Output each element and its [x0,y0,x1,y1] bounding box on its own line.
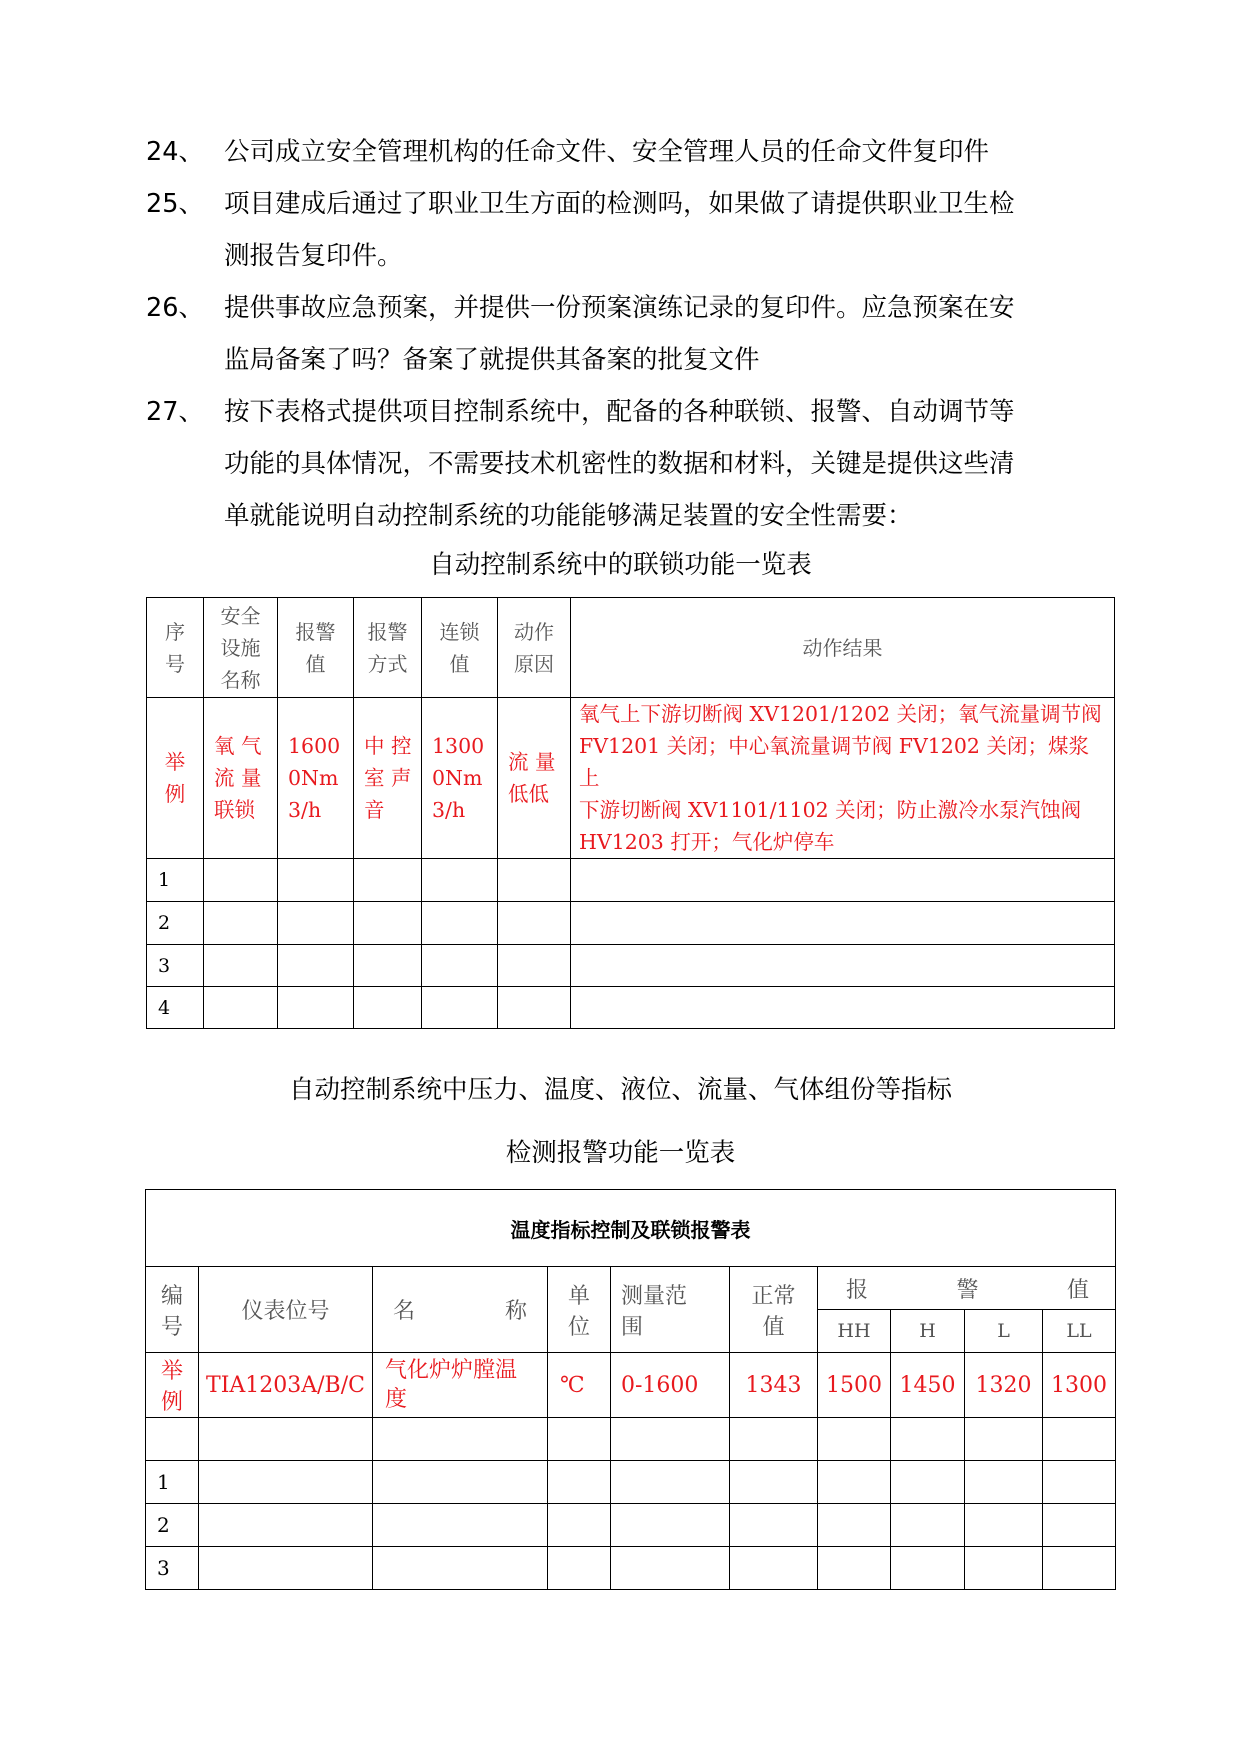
list-item-27 [146,386,1126,542]
header-ll: LL [1043,1310,1116,1353]
item-number: 25、 [146,189,204,219]
cell-facility-name: 氧 气 流 量 联锁 [204,698,278,859]
cell-h: 1450 [891,1353,965,1418]
cell-alarm-mode: 中 控 室 声 音 [354,698,422,859]
table-header-row [146,1267,1116,1310]
temperature-alarm-table [145,1189,1116,1590]
cell-interlock-value: 1300 0Nm 3/h [422,698,498,859]
row-number: 3 [147,945,204,987]
table-row-example [146,1353,1116,1418]
list-item-24 [146,126,1126,178]
row-number: 4 [147,987,204,1029]
header-name: 名 称 [373,1267,548,1353]
header-facility-name: 安全 设施 名称 [204,598,278,698]
cell-l: 1320 [965,1353,1043,1418]
header-alarm: 报 警 值 [818,1267,1116,1310]
header-serial: 序 号 [147,598,204,698]
header-action-result: 动作结果 [571,598,1115,698]
table-row-example [147,698,1115,859]
cell-example-label: 举 例 [147,698,204,859]
cell-alarm-value: 1600 0Nm 3/h [278,698,354,859]
item-number: 27、 [146,397,204,427]
item-text: 公司成立安全管理机构的任命文件、安全管理人员的任命文件复印件 [224,137,990,167]
table-row [147,987,1115,1029]
table-title-row [146,1190,1116,1267]
cell-normal: 1343 [730,1353,818,1418]
item-text: 提供事故应急预案，并提供一份预案演练记录的复印件。应急预案在安 监局备案了吗？备案了就提供其备案的批复文件 [224,293,1015,375]
row-number: 2 [146,1504,199,1547]
table-title: 温度指标控制及联锁报警表 [146,1190,1116,1267]
item-number: 24、 [146,137,204,167]
cell-example-label: 举 例 [146,1353,199,1418]
header-l: L [965,1310,1043,1353]
header-alarm-value: 报警 值 [278,598,354,698]
item-number: 26、 [146,293,204,323]
table-header-row [147,598,1115,698]
table-row [146,1547,1116,1590]
header-range: 测量范 围 [611,1267,730,1353]
cell-hh: 1500 [818,1353,891,1418]
row-number: 2 [147,902,204,945]
cell-action-cause: 流 量 低低 [498,698,571,859]
item-text: 项目建成后通过了职业卫生方面的检测吗，如果做了请提供职业卫生检 测报告复印件。 [224,189,1015,271]
cell-tag: TIA1203A/B/C [199,1353,373,1418]
row-number: 1 [146,1461,199,1504]
header-normal: 正常 值 [730,1267,818,1353]
header-hh: HH [818,1310,891,1353]
cell-name: 气化炉炉膛温 度 [373,1353,548,1418]
table-row [147,902,1115,945]
table-row [146,1461,1116,1504]
cell-range: 0-1600 [611,1353,730,1418]
table2-caption-line1: 自动控制系统中压力、温度、液位、流量、气体组份等指标 [288,1075,952,1105]
table-row [147,859,1115,902]
interlock-table [146,597,1115,1029]
table-row [146,1504,1116,1547]
cell-action-result: 氧气上下游切断阀 XV1201/1202 关闭；氧气流量调节阀 FV1201 关闭；中心氧流量调节阀 FV1202 关闭；煤浆上 下游切断阀 XV1101/1102 关闭；防止激冷水泵汽蚀阀 HV1203 打开；气化炉停车 [571,698,1115,859]
header-unit: 单 位 [548,1267,611,1353]
list-item-26 [146,282,1126,386]
header-h: H [891,1310,965,1353]
header-tag: 仪表位号 [199,1267,373,1353]
header-action-cause: 动作 原因 [498,598,571,698]
requirement-list [146,126,1126,542]
cell-unit: ℃ [548,1353,611,1418]
row-number: 3 [146,1547,199,1590]
table-row [146,1418,1116,1461]
table1-caption: 自动控制系统中的联锁功能一览表 [429,550,812,580]
list-item-25 [146,178,1126,282]
cell-ll: 1300 [1043,1353,1116,1418]
header-interlock-value: 连锁 值 [422,598,498,698]
table-row [147,945,1115,987]
row-number: 1 [147,859,204,902]
table2-caption-line2: 检测报警功能一览表 [505,1138,736,1168]
item-text: 按下表格式提供项目控制系统中，配备的各种联锁、报警、自动调节等 功能的具体情况，不需要技术机密性的数据和材料，关键是提供这些清 单就能说明自动控制系统的功能能够满足装置的安全性需要： [224,397,1015,531]
header-alarm-mode: 报警 方式 [354,598,422,698]
header-no: 编 号 [146,1267,199,1353]
